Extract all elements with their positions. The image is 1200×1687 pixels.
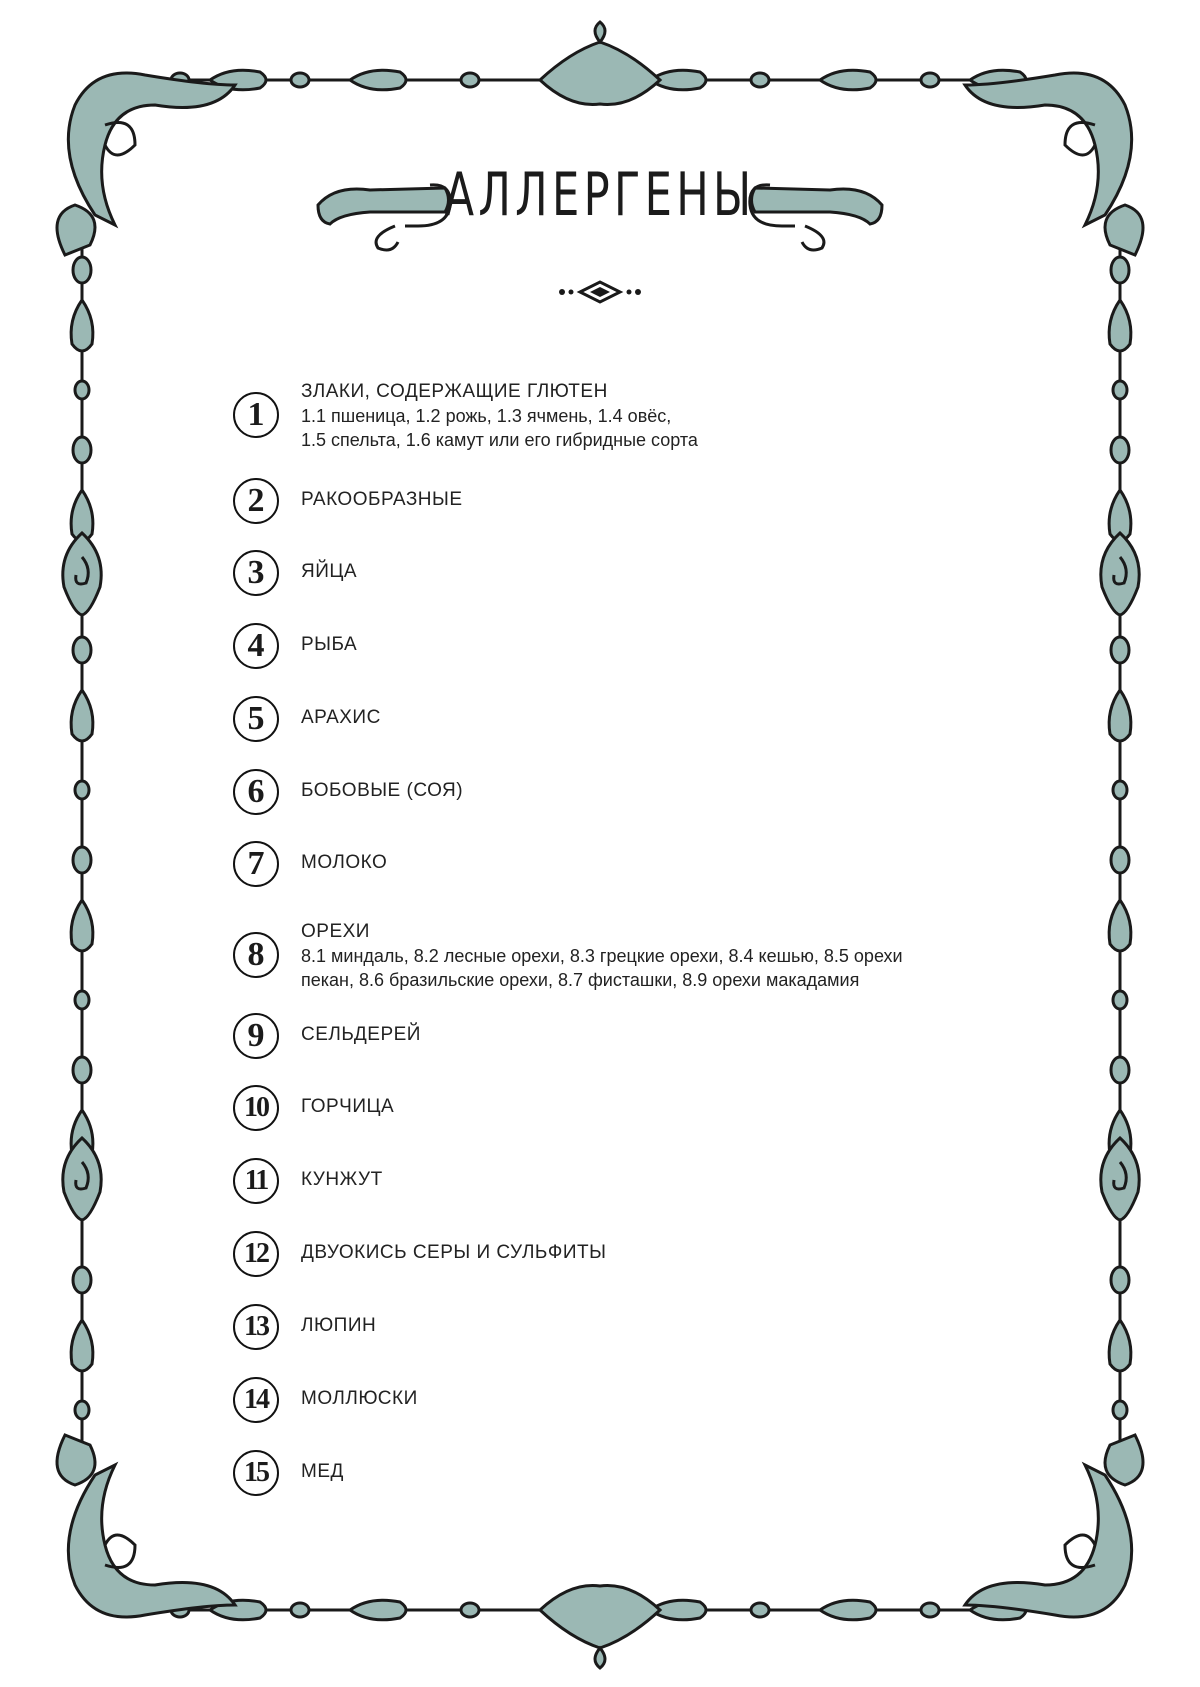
allergen-name: РЫБА: [301, 634, 358, 655]
allergen-name: АРАХИС: [301, 707, 381, 728]
allergen-text: [301, 851, 1001, 875]
allergen-number-badge: 4: [233, 623, 279, 669]
allergen-number-badge: 1: [233, 392, 279, 438]
allergen-name: ГОРЧИЦА: [301, 1096, 395, 1117]
allergen-name: ЛЮПИН: [301, 1315, 377, 1336]
page-title: АЛЛЕРГЕНЫ: [444, 160, 756, 230]
allergen-text: [301, 1241, 1001, 1265]
allergen-number-badge: 6: [233, 769, 279, 815]
allergen-text: [301, 560, 1001, 584]
allergen-text: [301, 380, 1001, 452]
allergen-name: МОЛОКО: [301, 852, 388, 873]
allergen-text: [301, 1095, 1001, 1119]
allergen-number-badge: 8: [233, 932, 279, 978]
allergen-number-badge: 12: [233, 1231, 279, 1277]
allergen-number-badge: 10: [233, 1085, 279, 1131]
allergen-detail: 1.5 спельта, 1.6 камут или его гибридные сорта: [301, 430, 698, 450]
allergen-text: [301, 633, 1001, 657]
allergen-text: [301, 1023, 1001, 1047]
allergen-number-badge: 3: [233, 550, 279, 596]
allergen-name: СЕЛЬДЕРЕЙ: [301, 1024, 421, 1045]
allergen-text: [301, 488, 1001, 512]
allergen-text: [301, 779, 1001, 803]
allergen-detail: 1.1 пшеница, 1.2 рожь, 1.3 ячмень, 1.4 овёс,: [301, 406, 672, 426]
allergen-number-badge: 13: [233, 1304, 279, 1350]
allergen-detail: пекан, 8.6 бразильские орехи, 8.7 фисташки, 8.9 орехи макадамия: [301, 970, 860, 990]
allergen-name: КУНЖУТ: [301, 1169, 383, 1190]
allergen-name: ЗЛАКИ, СОДЕРЖАЩИЕ ГЛЮТЕН: [301, 381, 608, 402]
allergen-name: ДВУОКИСЬ СЕРЫ И СУЛЬФИТЫ: [301, 1242, 607, 1263]
allergen-name: ОРЕХИ: [301, 921, 370, 942]
allergen-text: [301, 706, 1001, 730]
allergen-name: МЕД: [301, 1461, 344, 1482]
allergen-number-badge: 15: [233, 1450, 279, 1496]
allergen-number-badge: 14: [233, 1377, 279, 1423]
allergen-detail: 8.1 миндаль, 8.2 лесные орехи, 8.3 грецкие орехи, 8.4 кешью, 8.5 орехи: [301, 946, 903, 966]
allergen-number-badge: 2: [233, 478, 279, 524]
allergen-number-badge: 9: [233, 1013, 279, 1059]
allergen-text: [301, 920, 1001, 992]
allergen-number-badge: 5: [233, 696, 279, 742]
allergen-number-badge: 11: [233, 1158, 279, 1204]
allergen-name: МОЛЛЮСКИ: [301, 1388, 418, 1409]
allergen-name: РАКООБРАЗНЫЕ: [301, 489, 463, 510]
allergen-text: [301, 1168, 1001, 1192]
allergen-name: БОБОВЫЕ (СОЯ): [301, 780, 464, 801]
allergen-text: [301, 1314, 1001, 1338]
allergen-name: ЯЙЦА: [301, 561, 358, 582]
allergen-text: [301, 1387, 1001, 1411]
allergen-text: [301, 1460, 1001, 1484]
allergen-number-badge: 7: [233, 841, 279, 887]
title-block: [0, 160, 1200, 230]
